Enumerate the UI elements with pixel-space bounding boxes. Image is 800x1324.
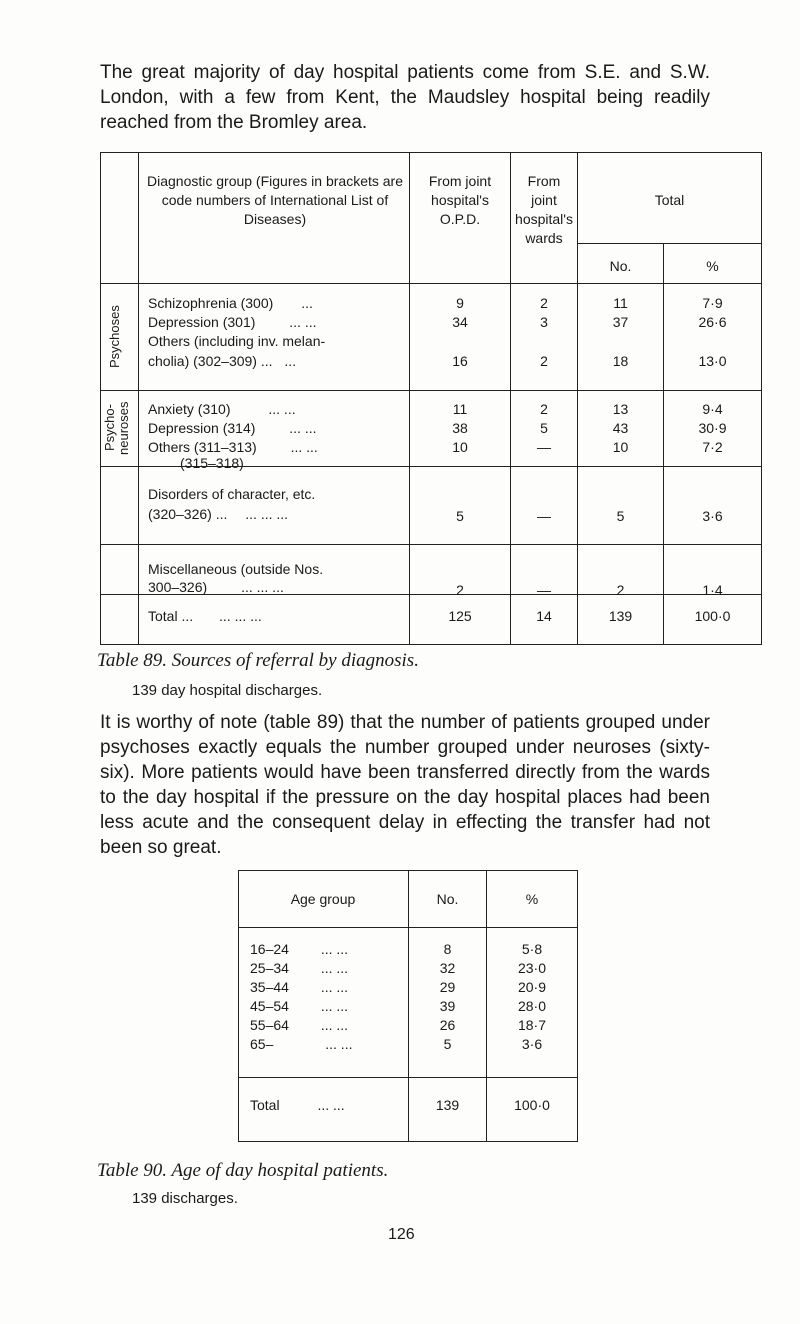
rule [409, 152, 410, 595]
cell-no: 43 [612, 420, 629, 436]
group-label-line: Psycho- [102, 404, 117, 452]
header-no: No. [609, 258, 632, 274]
row-label: Depression (301) ... ... [148, 314, 317, 330]
total-label: Total ... ... [250, 1097, 345, 1113]
cell-pct: 30·9 [698, 420, 727, 436]
row-label: Others (311–313) ... ... [148, 439, 318, 455]
cell-opd: 10 [452, 439, 468, 455]
cell-wards: — [537, 439, 551, 455]
rule [100, 152, 762, 153]
cell-no: 18 [612, 353, 629, 369]
table-90 [238, 870, 578, 1142]
rule [100, 595, 101, 645]
cell-no: 13 [612, 401, 629, 417]
cell-no: 39 [439, 998, 456, 1014]
header-pct: % [706, 258, 719, 274]
cell-pct: 9·4 [702, 401, 723, 417]
table-89 [100, 152, 762, 598]
cell-pct: 13·0 [698, 353, 727, 369]
cell-wards: — [537, 582, 551, 598]
cell-no: 2 [616, 582, 625, 598]
group-label-psychoneuroses [103, 397, 131, 459]
cell-opd: 9 [456, 295, 464, 311]
cell-opd: 11 [452, 401, 468, 417]
header-age-group: Age group [290, 891, 356, 907]
cell-no: 32 [439, 960, 456, 976]
table-89-subcaption: 139 day hospital discharges. [132, 682, 323, 699]
cell-opd: 38 [452, 420, 468, 436]
rule [100, 644, 762, 645]
cell-opd: 5 [456, 508, 464, 524]
intro-paragraph: The great majority of day hospital patients come from S.E. and S.W. London, with a few from Kent, the Maudsley hospital being readily reached from the Bromley area. [100, 62, 710, 133]
rule [761, 595, 762, 645]
cell-wards: 2 [540, 401, 548, 417]
cell-pct: 3·6 [702, 508, 723, 524]
rule [238, 870, 239, 1142]
row-label: 25–34 ... ... [250, 960, 349, 976]
cell-no: 8 [443, 941, 452, 957]
group-label-line: neuroses [116, 401, 131, 455]
table-90-caption: Table 90. Age of day hospital patients. [97, 1160, 389, 1181]
rule [577, 243, 762, 244]
cell-opd: 34 [452, 314, 468, 330]
middle-paragraph: It is worthy of note (table 89) that the number of patients grouped under psychoses exactly equals the number grouped under neuroses (sixty-six). More patients would have been transferred directly from the wards to the day hospital if the pressure on the day hospital places had been less acute and the consequent delay in effecting the transfer had not been so great. [100, 712, 710, 858]
total-no: 139 [435, 1097, 460, 1113]
header-no: No. [436, 891, 459, 907]
header-total: Total [654, 192, 685, 208]
cell-pct: 7·2 [702, 439, 723, 455]
total-opd: 125 [448, 608, 472, 624]
row-label: 35–44 ... ... [250, 979, 349, 995]
rule [138, 152, 139, 595]
rule [510, 152, 511, 595]
table-89-total-row [100, 595, 762, 645]
row-label: 45–54 ... ... [250, 998, 349, 1014]
cell-pct: 26·6 [698, 314, 727, 330]
rule [138, 595, 139, 645]
total-label: Total ... ... ... ... [148, 608, 262, 624]
header-from-opd: From joint hospital's O.P.D. [428, 173, 492, 227]
header-pct: % [525, 891, 539, 907]
cell-opd: 16 [452, 353, 468, 369]
cell-no: 10 [612, 439, 629, 455]
cell-wards: 5 [540, 420, 548, 436]
row-label: 16–24 ... ... [250, 941, 349, 957]
cell-pct: 28·0 [517, 998, 547, 1014]
header-diagnostic-group: Diagnostic group (Figures in brackets are code numbers of International List of Diseases) [146, 173, 403, 227]
rule [100, 152, 101, 595]
row-label: Others (including inv. melan- [148, 333, 326, 349]
row-label: 65– ... ... [250, 1036, 353, 1052]
row-label: Anxiety (310) ... ... [148, 401, 296, 417]
cell-no: 26 [439, 1017, 456, 1033]
cell-no: 5 [616, 508, 625, 524]
row-label: Depression (314) ... ... [148, 420, 317, 436]
cell-pct: 18·7 [517, 1017, 547, 1033]
group-label-psychoses: Psychoses [107, 305, 122, 369]
cell-wards: 2 [540, 353, 548, 369]
rule [577, 870, 578, 1142]
rule [577, 152, 578, 595]
table-90-subcaption: 139 discharges. [132, 1190, 238, 1207]
cell-pct: 23·0 [517, 960, 547, 976]
row-label: 55–64 ... ... [250, 1017, 349, 1033]
cell-wards: 2 [540, 295, 548, 311]
cell-no: 5 [443, 1036, 452, 1052]
cell-pct: 3·6 [521, 1036, 543, 1052]
row-label: cholia) (302–309) ... ... [148, 353, 297, 369]
cell-wards: — [537, 508, 551, 524]
cell-pct: 1·4 [702, 582, 723, 598]
total-no: 139 [608, 608, 633, 624]
total-pct: 100·0 [694, 608, 731, 624]
cell-opd: 2 [456, 582, 464, 598]
cell-wards: 3 [540, 314, 548, 330]
total-wards: 14 [536, 608, 552, 624]
row-label: Schizophrenia (300) ... [148, 295, 313, 311]
rule [761, 152, 762, 595]
row-label: Miscellaneous (outside Nos. [148, 561, 324, 577]
row-label: Disorders of character, etc. [148, 486, 316, 502]
total-pct: 100·0 [514, 1097, 550, 1113]
row-label: 300–326) ... ... ... [148, 579, 284, 595]
cell-pct: 7·9 [702, 295, 723, 311]
row-label: (315–318) [180, 455, 244, 471]
cell-pct: 5·8 [521, 941, 543, 957]
cell-no: 29 [439, 979, 456, 995]
cell-no: 11 [613, 295, 628, 311]
cell-no: 37 [612, 314, 629, 330]
table-89-caption: Table 89. Sources of referral by diagnosis. [97, 650, 419, 671]
header-from-wards: From joint hospital's wards [515, 173, 573, 246]
cell-pct: 20·9 [517, 979, 547, 995]
page-number: 126 [388, 1226, 415, 1243]
row-label: (320–326) ... ... ... ... [148, 506, 289, 522]
